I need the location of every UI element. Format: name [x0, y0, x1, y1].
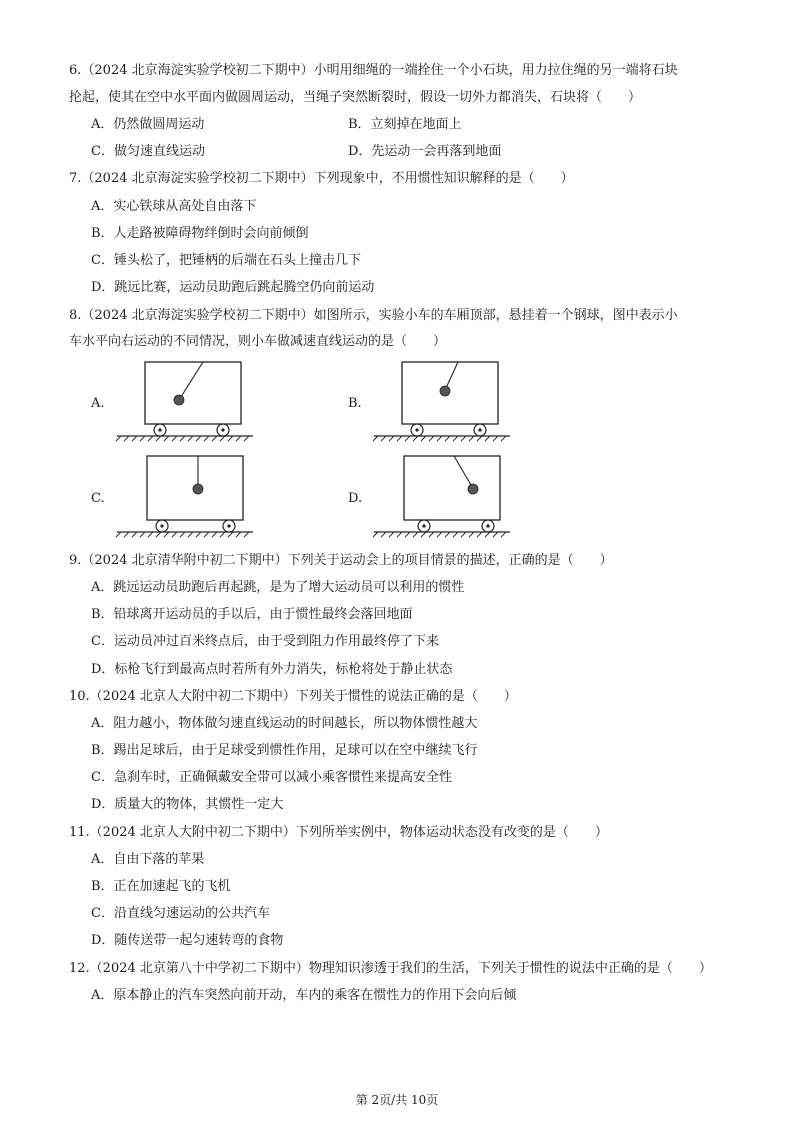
q11-option-d: D．随传送带一起匀速转弯的食物	[91, 933, 284, 948]
q11-option-a: A．自由下落的苹果	[91, 852, 205, 867]
q6-option-b: B．立刻掉在地面上	[348, 117, 462, 132]
q7-option-a: A．实心铁球从高处自由落下	[91, 199, 257, 214]
q10-option-c: C．急刹车时，正确佩戴安全带可以减小乘客惯性来提高安全性	[91, 770, 452, 785]
q6-option-c: C．做匀速直线运动	[91, 144, 205, 159]
q7-stem-line1: 7.（2024 北京海淀实验学校初二下期中）下列现象中，不用惯性知识解释的是（ ）	[69, 171, 574, 186]
q12-option-a: A．原本静止的汽车突然向前开动，车内的乘客在惯性力的作用下会向后倾	[91, 988, 517, 1003]
q9-option-d: D．标枪飞行到最高点时若所有外力消失，标枪将处于静止状态	[91, 662, 453, 677]
q9-option-a: A．跳远运动员助跑后再起跳，是为了增大运动员可以利用的惯性	[91, 580, 465, 595]
q8-figure-c-cart	[115, 452, 255, 538]
q9-option-b: B．铅球离开运动员的手以后，由于惯性最终会落回地面	[91, 607, 413, 622]
q8-figure-a-cart	[115, 358, 255, 442]
q6-option-a: A．仍然做圆周运动	[91, 117, 205, 132]
q6-stem-line1: 6.（2024 北京海淀实验学校初二下期中）小明用细绳的一端拴住一个小石块，用力拉住绳的另一端将石块	[69, 63, 678, 78]
q8-figure-d-cart	[372, 452, 512, 538]
q12-stem-line1: 12.（2024 北京第八十中学初二下期中）物理知识渗透于我们的生活，下列关于惯性的说法中正确的是（ ）	[69, 961, 712, 976]
q10-option-b: B．踢出足球后，由于足球受到惯性作用，足球可以在空中继续飞行	[91, 743, 478, 758]
q10-stem-line1: 10.（2024 北京人大附中初二下期中）下列关于惯性的说法正确的是（ ）	[69, 689, 517, 704]
q9-option-c: C．运动员冲过百米终点后，由于受到阻力作用最终停了下来	[91, 634, 439, 649]
q11-option-b: B．正在加速起飞的飞机	[91, 879, 231, 894]
q10-option-a: A．阻力越小，物体做匀速直线运动的时间越长，所以物体惯性越大	[91, 716, 478, 731]
q9-stem-line1: 9.（2024 北京清华附中初二下期中）下列关于运动会上的项目情景的描述，正确的是（ ）	[69, 553, 613, 568]
q10-option-d: D．质量大的物体，其惯性一定大	[91, 797, 284, 812]
q8-figure-b-label: B.	[348, 396, 362, 411]
q8-figure-d-label: D.	[348, 491, 363, 506]
q8-figure-c-label: C.	[91, 491, 105, 506]
q8-stem-line1: 8.（2024 北京海淀实验学校初二下期中）如图所示，实验小车的车厢顶部，悬挂着一个钢球，图中表示小	[69, 308, 678, 323]
q6-stem-line2: 抡起，使其在空中水平面内做圆周运动，当绳子突然断裂时，假设一切外力都消失，石块将（ ）	[69, 90, 642, 105]
q8-figure-b-cart	[372, 358, 512, 442]
q7-option-d: D．跳远比赛，运动员助跑后跳起腾空仍向前运动	[91, 280, 375, 295]
q11-option-c: C．沿直线匀速运动的公共汽车	[91, 906, 270, 921]
q7-option-b: B．人走路被障碍物绊倒时会向前倾倒	[91, 226, 309, 241]
q6-option-d: D．先运动一会再落到地面	[348, 144, 502, 159]
page-footer: 第 2页/共 10页	[355, 1093, 439, 1107]
q8-stem-line2: 车水平向右运动的不同情况，则小车做减速直线运动的是（ ）	[69, 334, 447, 349]
q8-figure-a-label: A.	[91, 396, 105, 411]
q7-option-c: C．锤头松了，把锤柄的后端在石头上撞击几下	[91, 253, 361, 268]
q11-stem-line1: 11.（2024 北京人大附中初二下期中）下列所举实例中，物体运动状态没有改变的是（ ）	[69, 825, 608, 840]
